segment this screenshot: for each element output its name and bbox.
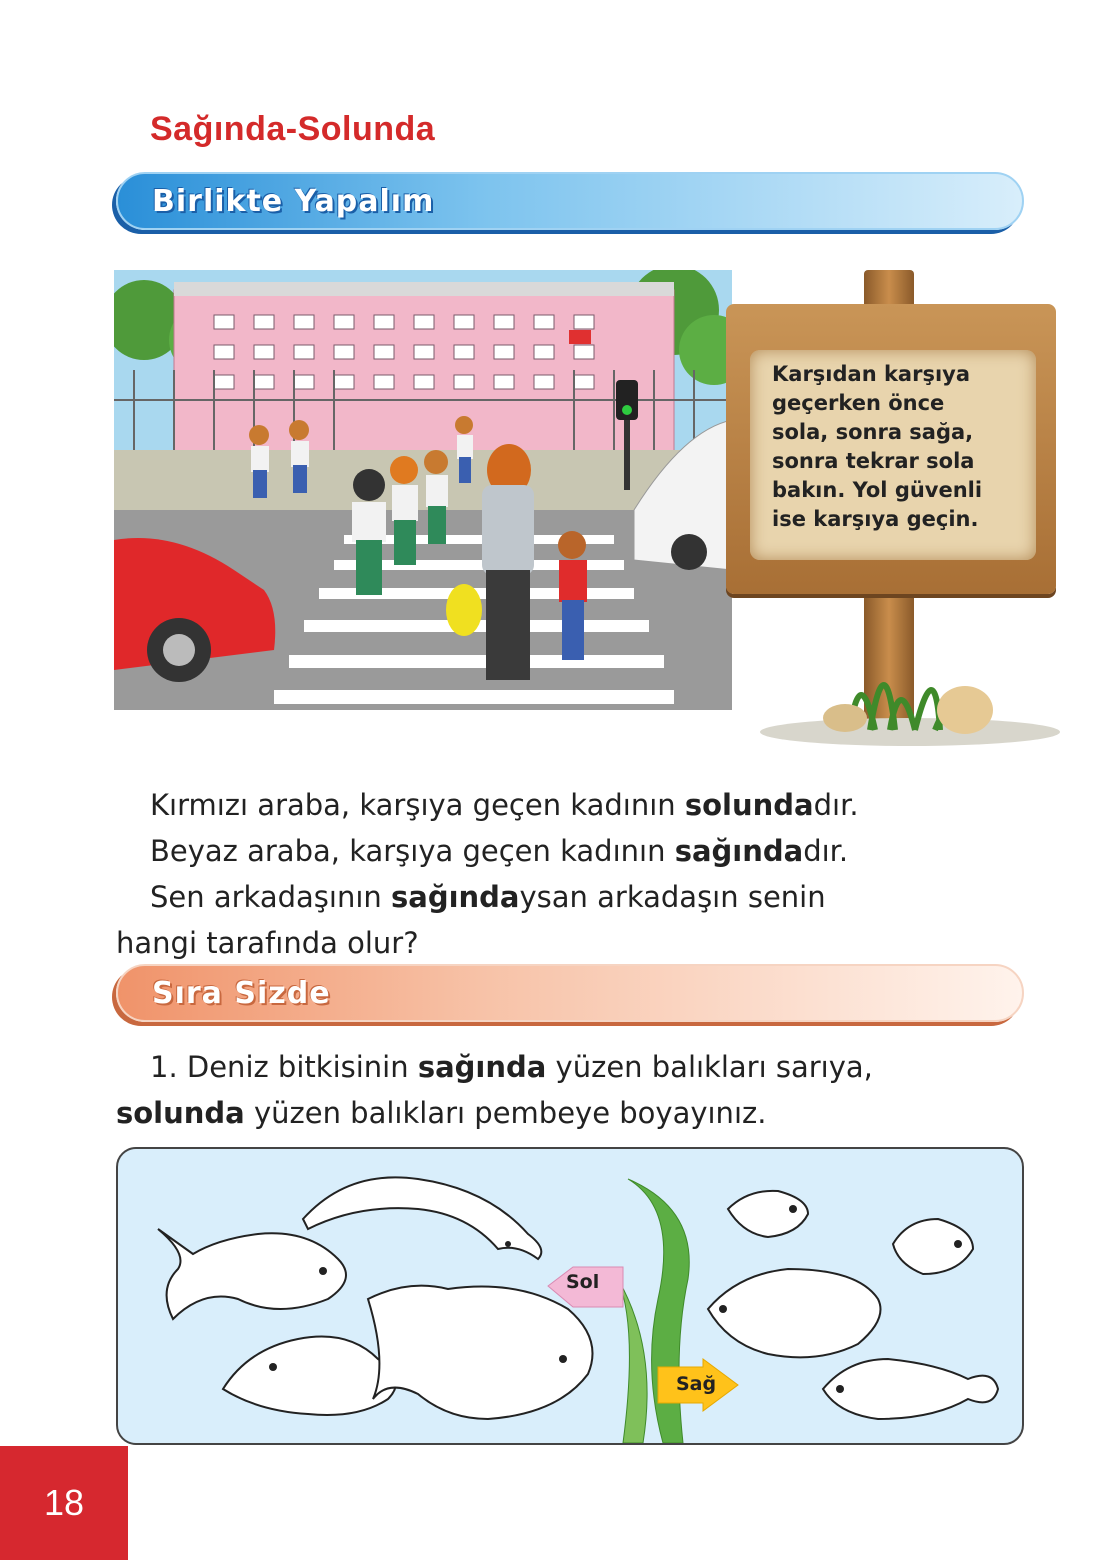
bold-term: sağında	[390, 880, 520, 914]
text-run: 1. Deniz bitkisinin	[150, 1050, 418, 1084]
fish-drawing	[118, 1149, 1022, 1443]
text-run: dır.	[813, 788, 859, 822]
text-run: dır.	[803, 834, 849, 868]
page-number: 18	[43, 1482, 85, 1523]
text-run: Kırmızı araba, karşıya geçen kadının	[150, 788, 685, 822]
bold-term: sağında	[674, 834, 804, 868]
text-run: yüzen balıkları pembeye boyayınız.	[244, 1096, 767, 1130]
dolphin-outline	[303, 1177, 541, 1259]
sol-arrow-label: Sol	[566, 1271, 600, 1293]
bold-term: solunda	[684, 788, 814, 822]
paragraph-line-2	[150, 828, 848, 874]
text-run: yüzen balıkları sarıya,	[546, 1050, 873, 1084]
fish-outline	[368, 1286, 593, 1419]
banner-label: Sıra Sizde	[152, 975, 331, 1011]
sag-arrow-label: Sağ	[676, 1373, 717, 1395]
fish-outline	[158, 1229, 346, 1319]
sira-sizde-banner	[116, 964, 1024, 1022]
sea-coloring-area	[116, 1147, 1024, 1445]
paragraph-line-3	[150, 874, 826, 920]
text-run: Sen arkadaşının	[150, 880, 391, 914]
fish-outline	[728, 1191, 808, 1237]
page-number-tab	[0, 1446, 128, 1560]
fish-outline	[223, 1337, 396, 1416]
birlikte-yapalim-banner	[116, 172, 1024, 230]
banner-label: Birlikte Yapalım	[152, 183, 435, 219]
paragraph-line-4: hangi tarafında olur?	[116, 926, 419, 960]
text-run: ysan arkadaşın senin	[519, 880, 826, 914]
section-title: Sağında-Solunda	[150, 110, 436, 148]
paragraph-line-1	[150, 782, 859, 828]
fish-outline	[708, 1269, 881, 1357]
sign-text: Karşıdan karşıya geçerken önce sola, sonra sağa, sonra tekrar sola bakın. Yol güvenli ise karşıya geçin.	[772, 362, 983, 531]
text-run: Beyaz araba, karşıya geçen kadının	[150, 834, 675, 868]
crosswalk-scene-drawing	[114, 270, 732, 710]
crosswalk-illustration	[114, 270, 732, 710]
fish-outline	[823, 1359, 998, 1419]
bold-term: solunda	[116, 1096, 245, 1130]
bold-term: sağında	[417, 1050, 547, 1084]
exercise-line-2	[116, 1090, 766, 1136]
grass-rocks-decoration	[750, 620, 1060, 750]
exercise-line-1	[150, 1044, 873, 1090]
